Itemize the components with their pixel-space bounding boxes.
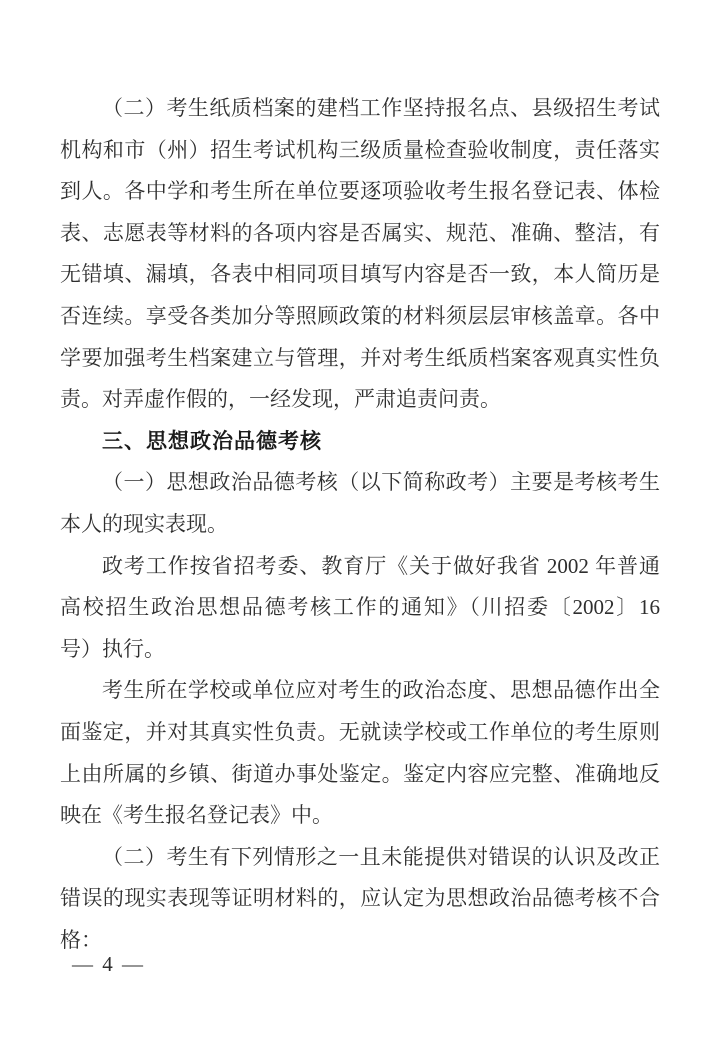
text-line: 面鉴定，并对其真实性负责。无就读学校或工作单位的考生原则 bbox=[60, 719, 660, 744]
section-heading: 三、思想政治品德考核 bbox=[102, 429, 322, 453]
text-line: 高校招生政治思想品德考核工作的通知》（川招委〔2002〕16 bbox=[60, 595, 660, 620]
text-line: 格： bbox=[60, 927, 102, 952]
text-line: 号）执行。 bbox=[60, 636, 165, 661]
text-line: （一）思想政治品德考核（以下简称政考）主要是考核考生 bbox=[102, 470, 660, 495]
text-line: 机构和市（州）招生考试机构三级质量检查验收制度，责任落实 bbox=[60, 137, 660, 162]
text-line: 否连续。享受各类加分等照顾政策的材料须层层审核盖章。各中 bbox=[60, 303, 660, 328]
text-line: 学要加强考生档案建立与管理，并对考生纸质档案客观真实性负 bbox=[60, 345, 660, 370]
text-line: 政考工作按省招考委、教育厅《关于做好我省 2002 年普通 bbox=[102, 553, 660, 578]
text-line: 表、志愿表等材料的各项内容是否属实、规范、准确、整洁，有 bbox=[60, 220, 660, 245]
text-line: 错误的现实表现等证明材料的，应认定为思想政治品德考核不合 bbox=[60, 886, 660, 911]
page-number: — 4 — bbox=[72, 952, 145, 976]
text-line: 本人的现实表现。 bbox=[60, 511, 228, 536]
document-body bbox=[60, 88, 660, 961]
text-line: （二）考生有下列情形之一且未能提供对错误的认识及改正 bbox=[102, 844, 660, 869]
text-line: 责。对弄虚作假的，一经发现，严肃追责问责。 bbox=[60, 387, 501, 412]
text-line: 到人。各中学和考生所在单位要逐项验收考生报名登记表、体检 bbox=[60, 179, 660, 204]
text-line: （二）考生纸质档案的建档工作坚持报名点、县级招生考试 bbox=[102, 96, 660, 120]
text-line: 上由所属的乡镇、街道办事处鉴定。鉴定内容应完整、准确地反 bbox=[60, 761, 660, 786]
text-line: 无错填、漏填，各表中相同项目填写内容是否一致，本人简历是 bbox=[60, 262, 660, 287]
text-line: 考生所在学校或单位应对考生的政治态度、思想品德作出全 bbox=[102, 678, 660, 703]
text-line: 映在《考生报名登记表》中。 bbox=[60, 803, 333, 828]
